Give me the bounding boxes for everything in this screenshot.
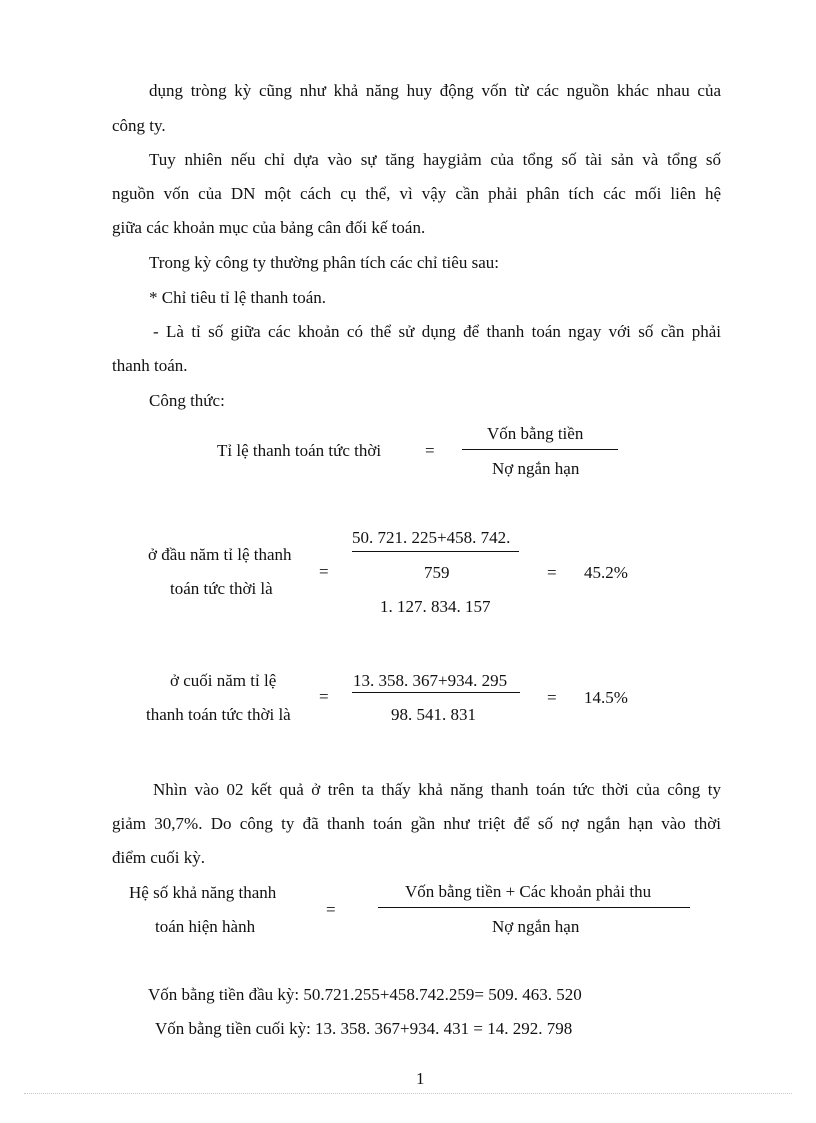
calc-end-equals-2: = — [547, 688, 557, 707]
calc-end-fraction-bar — [352, 692, 520, 693]
formula-2-numerator: Vốn bằng tiền + Các khoản phải thu — [405, 882, 652, 901]
formula-2-denominator: Nợ ngắn hạn — [492, 917, 580, 936]
cash-start-line: Vốn bằng tiền đầu kỳ: 50.721.255+458.742.259= 509. 463. 520 — [148, 985, 582, 1004]
definition-line-2: thanh toán. — [112, 356, 188, 375]
calc-start-label-1: ở đầu năm tỉ lệ thanh — [148, 545, 292, 564]
paragraph-3: Trong kỳ công ty thường phân tích các chỉ tiêu sau: — [149, 253, 499, 272]
calc-start-equals: = — [319, 562, 329, 581]
formula-1-numerator: Vốn bằng tiền — [487, 424, 584, 443]
page-number: 1 — [416, 1069, 425, 1088]
calc-start-result: 45.2% — [584, 563, 628, 582]
calc-start-equals-2: = — [547, 563, 557, 582]
paragraph-2-line-2: nguồn vốn của DN một cách cụ thể, vì vậy cần phải phân tích các mối liên hệ — [112, 184, 721, 203]
formula-2-left-2: toán hiện hành — [155, 917, 256, 936]
page-bottom-border — [24, 1093, 792, 1094]
calc-start-fraction-bar — [352, 551, 519, 552]
paragraph-1-line-2: công ty. — [112, 116, 166, 135]
formula-2-equals: = — [326, 900, 336, 919]
formula-2-fraction-bar — [378, 907, 690, 908]
formula-1-denominator: Nợ ngắn hạn — [492, 459, 580, 478]
calc-start-label-2: toán tức thời là — [170, 579, 273, 598]
formula-label: Công thức: — [149, 391, 225, 410]
paragraph-2-line-3: giữa các khoản mục của bảng cân đối kế toán. — [112, 218, 426, 237]
formula-1-left: Tỉ lệ thanh toán tức thời — [217, 441, 382, 460]
conclusion-line-2: giảm 30,7%. Do công ty đã thanh toán gần như triệt để số nợ ngắn hạn vào thời — [112, 814, 721, 833]
formula-1-fraction-bar — [462, 449, 618, 450]
calc-end-label-1: ở cuối năm tỉ lệ — [170, 671, 277, 690]
bullet-heading: * Chỉ tiêu tỉ lệ thanh toán. — [149, 288, 327, 307]
formula-2-left-1: Hệ số khả năng thanh — [129, 883, 277, 902]
calc-end-numerator: 13. 358. 367+934. 295 — [353, 671, 508, 690]
conclusion-line-1: Nhìn vào 02 kết quả ở trên ta thấy khả năng thanh toán tức thời của công ty — [153, 780, 721, 799]
definition-line-1: - Là tỉ số giữa các khoản có thể sử dụng để thanh toán ngay với số cần phải — [153, 322, 721, 341]
formula-1-equals: = — [425, 441, 435, 460]
cash-end-line: Vốn bằng tiền cuối kỳ: 13. 358. 367+934. 431 = 14. 292. 798 — [155, 1019, 573, 1038]
calc-start-numerator-cont: 759 — [424, 563, 450, 582]
paragraph-2-line-1: Tuy nhiên nếu chỉ dựa vào sự tăng haygiảm của tổng số tài sản và tổng số — [149, 150, 721, 169]
paragraph-1-line-1: dụng tròng kỳ cũng như khả năng huy động vốn từ các nguồn khác nhau của — [149, 81, 721, 100]
calc-end-result: 14.5% — [584, 688, 628, 707]
calc-end-equals: = — [319, 687, 329, 706]
calc-end-label-2: thanh toán tức thời là — [146, 705, 291, 724]
conclusion-line-3: điểm cuối kỳ. — [112, 848, 206, 867]
calc-start-numerator: 50. 721. 225+458. 742. — [352, 528, 511, 547]
calc-end-denominator: 98. 541. 831 — [391, 705, 476, 724]
calc-start-denominator: 1. 127. 834. 157 — [380, 597, 491, 616]
